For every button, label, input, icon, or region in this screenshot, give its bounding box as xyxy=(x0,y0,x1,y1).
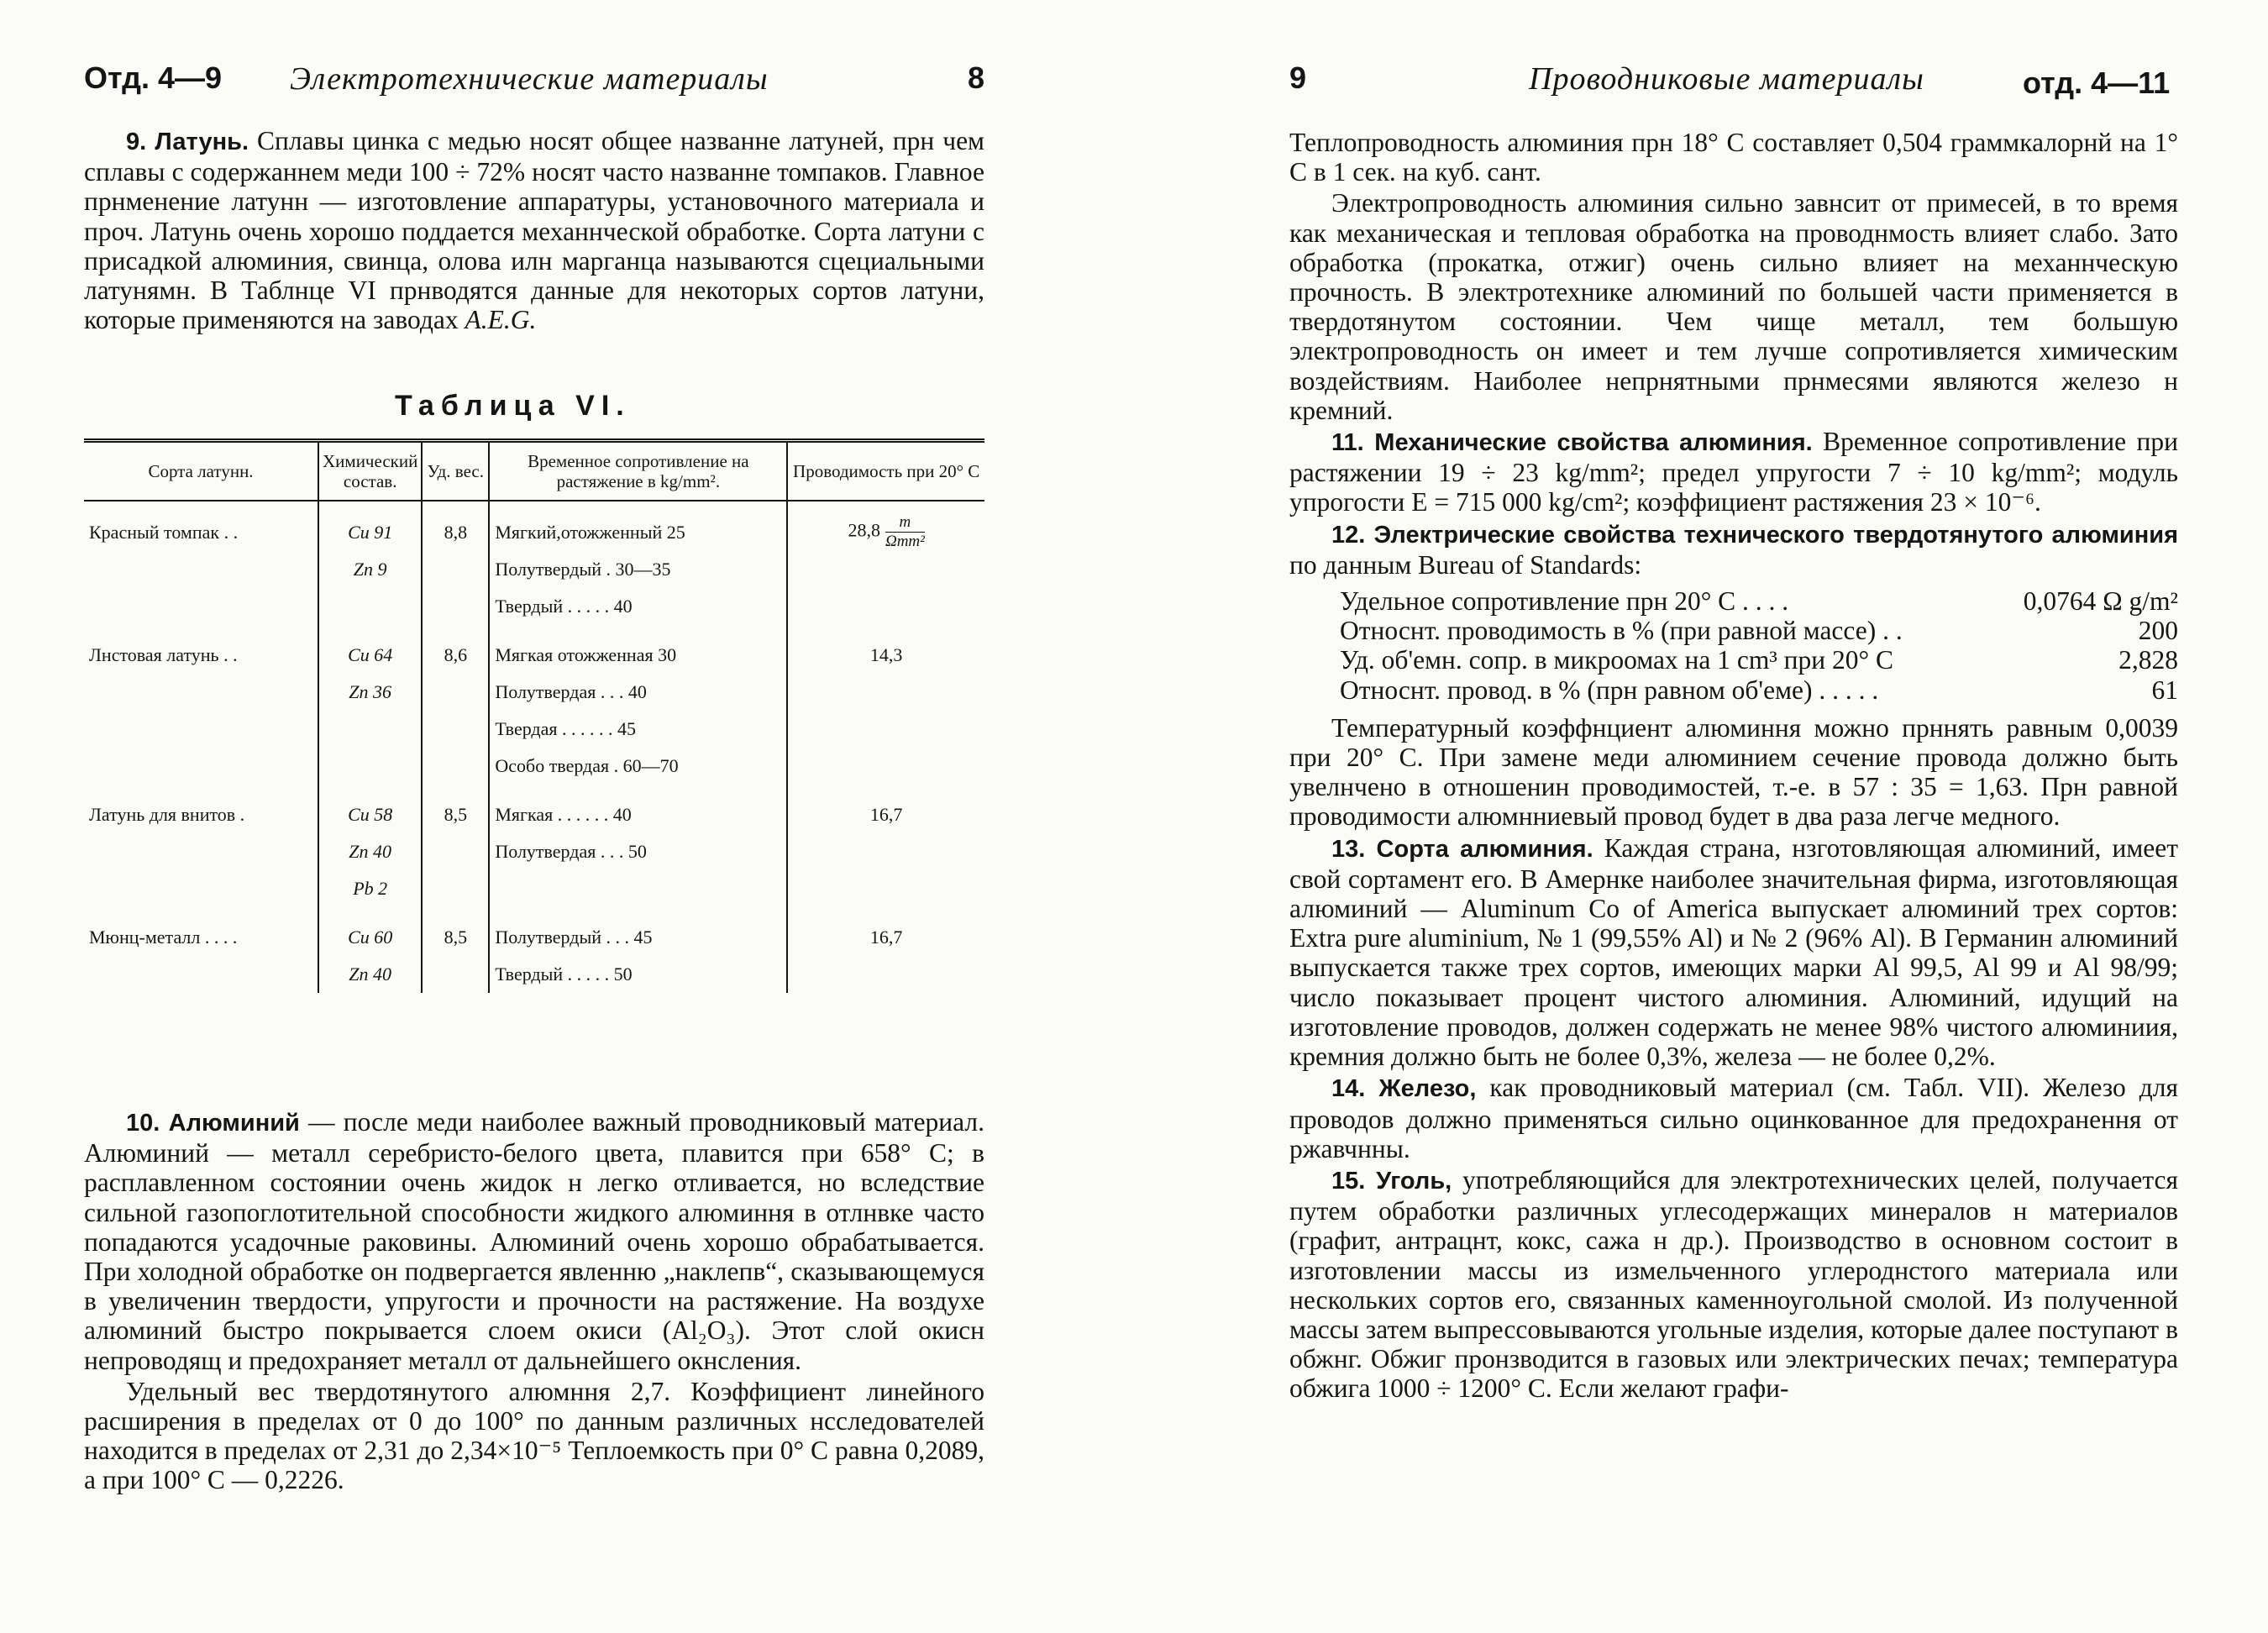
list-item-label: Удельное сопротивление прн 20° С . . . . xyxy=(1340,586,1789,617)
conductivity-cell xyxy=(787,674,984,711)
composition-cell xyxy=(318,956,422,993)
grade-cell xyxy=(84,796,318,833)
conductivity-cell xyxy=(787,748,984,785)
conductivity-cell xyxy=(787,588,984,625)
paragraph-lead: 15. Уголь, xyxy=(1331,1167,1452,1195)
conductivity-cell xyxy=(787,956,984,993)
table-row xyxy=(84,637,984,674)
grade-cell xyxy=(84,919,318,956)
left-column-top xyxy=(84,126,984,334)
weight-cell xyxy=(422,870,489,907)
strength-cell-text: Особо твердая . 60—70 xyxy=(495,755,679,776)
composition-cell-text: Cu 60 xyxy=(348,927,393,948)
paragraph-text: Каждая страна, нзготовляющая алюминий, имеет свой сортамент его. В Амернке наиболее значительная фирма, изготовляющая алюминий — Aluminum Co of America выпускает алюминий трех сортов: Extra pure aluminium, № 1 (99,55% Al) и № 2 (96% Al). В Германин алюминий выпускается также трех сортов, имеющих марки Al 99,5, Al 99 и Al 98/99; число показывает процент чистого алюминия. Алюминий, идущий на изготовление проводов, должен содержать не менее 98% чистого алюминиия, кремния должно быть не более 0,3%, железа — не более 0,2%. xyxy=(1289,832,2179,1072)
weight-cell xyxy=(422,833,489,870)
grade-cell xyxy=(84,513,318,551)
spacer-cell xyxy=(787,785,984,796)
left-header-section xyxy=(84,60,222,96)
composition-cell xyxy=(318,870,422,907)
paragraph-lead: 12. Электрические свойства технического твердотянутого алюминия xyxy=(1331,521,2178,549)
conductivity-cell xyxy=(787,796,984,833)
weight-cell-text: 8,8 xyxy=(444,521,468,543)
spacer-cell xyxy=(489,907,787,919)
right-column xyxy=(1289,128,2178,1404)
list-item-label: Относнт. проводимость в % (при равной массе) . . xyxy=(1340,616,1903,646)
weight-cell xyxy=(422,513,489,551)
paragraph-text: как проводниковый материал (см. Табл. VII). Железо для проводов должно применяться сильно оцинкованное для предохранення от ржавчнны. xyxy=(1289,1073,2179,1163)
table-row xyxy=(84,870,984,907)
list-item-value: 0,0764 Ω g/m² xyxy=(2023,586,2178,617)
grade-cell-text: Лнстовая латунь . . xyxy=(89,644,238,665)
strength-cell xyxy=(489,870,787,907)
composition-cell xyxy=(318,588,422,625)
composition-cell xyxy=(318,711,422,748)
left-column-bottom xyxy=(84,1107,984,1495)
spacer-cell xyxy=(787,501,984,513)
paragraph-14 xyxy=(1289,1073,2178,1163)
electrical-properties-list xyxy=(1340,586,2178,705)
composition-cell-text: Cu 64 xyxy=(348,644,393,665)
composition-cell-text: Zn 40 xyxy=(349,964,392,985)
list-item-value: 2,828 xyxy=(2118,645,2178,675)
paragraph-10 xyxy=(84,1107,984,1375)
spacer-cell xyxy=(489,785,787,796)
weight-cell-text: 8,5 xyxy=(444,804,468,825)
paragraph-10b: Удельный вес твердотянутого алюмння 2,7. Коэффициент линейного расширения в пределах от 0 до 100° по данным различных нсследователей находится в пределах от 2,31 до 2,34×10⁻⁵ Теплоемкость при 0° С равна 0,2089, а при 100° С — 0,2226. xyxy=(84,1376,984,1495)
weight-cell xyxy=(422,919,489,956)
paragraph-12 xyxy=(1289,519,2178,580)
weight-cell xyxy=(422,551,489,588)
list-item-value: 61 xyxy=(2151,675,2178,705)
strength-cell-text: Полутвердая . . . 40 xyxy=(495,681,647,702)
strength-cell-text: Полутвердый . . . 45 xyxy=(495,927,653,948)
weight-cell xyxy=(422,796,489,833)
header-weight: Уд. вес. xyxy=(422,441,489,501)
list-item xyxy=(1340,645,2178,675)
header-grade: Сорта латунн. xyxy=(84,441,318,501)
strength-cell-text: Полутвердая . . . 50 xyxy=(495,841,647,862)
spacer-cell xyxy=(787,907,984,919)
composition-cell xyxy=(318,674,422,711)
grade-cell xyxy=(84,637,318,674)
grade-cell xyxy=(84,870,318,907)
composition-cell xyxy=(318,551,422,588)
paragraph-lead: 14. Железо, xyxy=(1331,1075,1477,1103)
strength-cell-text: Твердая . . . . . . 45 xyxy=(495,718,636,739)
weight-cell xyxy=(422,956,489,993)
paragraph-text: употребляющийся для электротехнических целей, получается путем обработки различных углесодержащих минералов н материалов (графит, антрацнт, кокс, сажа н др.). Производство в основном состоит в изготовлении массы из измельченного углероднстого материала или нескольких сортов его, связанных каменноугольной смолой. Из полученной массы затем выпрессовываются угольные изделия, которые далее поступают в обжнг. Обжиг пронзводится в газовых или электрических печах; температура обжига 1000 ÷ 1200° С. Если желают графи- xyxy=(1289,1164,2178,1404)
company-name: A.E.G. xyxy=(465,305,537,335)
left-header-title-wrap xyxy=(290,60,769,97)
spacer-cell xyxy=(422,785,489,796)
conductivity-cell xyxy=(787,551,984,588)
table-row xyxy=(84,833,984,870)
conductivity-cell xyxy=(787,637,984,674)
spacer-cell xyxy=(422,907,489,919)
table-row xyxy=(84,919,984,956)
table-spacer xyxy=(84,501,984,513)
weight-cell xyxy=(422,711,489,748)
right-header-section-wrap xyxy=(2023,66,2170,101)
strength-cell xyxy=(489,748,787,785)
composition-cell-text: Zn 36 xyxy=(349,681,392,702)
conductivity-cell-text: 28,8 xyxy=(848,519,880,541)
strength-cell-text: Мягкая . . . . . . 40 xyxy=(495,804,632,825)
composition-cell xyxy=(318,637,422,674)
composition-cell-text: Zn 40 xyxy=(349,841,392,862)
spacer-cell xyxy=(318,785,422,796)
strength-cell xyxy=(489,637,787,674)
grade-cell-text: Латунь для внитов . xyxy=(89,804,245,825)
conductivity-cell-text: 14,3 xyxy=(869,644,903,665)
left-header-page-wrap xyxy=(968,60,984,96)
table-row xyxy=(84,956,984,993)
section-number: отд. 4—11 xyxy=(2023,66,2171,100)
conductivity-cell xyxy=(787,711,984,748)
list-item xyxy=(1340,586,2178,616)
composition-cell-text: Cu 58 xyxy=(348,804,393,825)
grade-cell xyxy=(84,674,318,711)
composition-cell xyxy=(318,919,422,956)
grade-cell xyxy=(84,956,318,993)
weight-cell xyxy=(422,748,489,785)
spacer-cell xyxy=(489,501,787,513)
strength-cell xyxy=(489,711,787,748)
paragraph-lead: 11. Механические свойства алюминия. xyxy=(1331,429,1813,457)
composition-cell-text: Pb 2 xyxy=(353,878,388,899)
paragraph-text: Временное сопротивление при растяжении 19 ÷ 23 kg/mm²; предел упругости 7 ÷ 10 kg/mm²; модуль упрогости E = 715 000 kg/cm²; коэффициент растяжения 23 × 10⁻⁶. xyxy=(1289,427,2179,517)
composition-cell xyxy=(318,748,422,785)
table-row xyxy=(84,588,984,625)
strength-cell xyxy=(489,796,787,833)
table-spacer xyxy=(84,625,984,637)
paragraph-text: — после меди наиболее важный проводниковый материал. Алюминий — металл серебристо-белого цвета, плавится при 658° С; в расплавленном состоянии очень жидок н легко отливается, но вследствие сильной газопоглотительной способности жидкого алюминня в отлнвке часто попадаются усадочные раковины. Алюминий очень хорошо обрабатывается. При холодной обработке он подвергается явленню „наклепв“, сказывающемуся в увеличенин твердости, упругости и прочности на растяжение. На воздухе алюминий быстро покрывается слоем окиси (Al₂O₃). Этот слой окисн непроводящ и предохраняет металл от дальнейшего окнсления. xyxy=(84,1107,984,1375)
spacer-cell xyxy=(84,907,318,919)
composition-cell-text: Cu 91 xyxy=(348,521,393,543)
spacer-cell xyxy=(318,501,422,513)
spacer-cell xyxy=(422,501,489,513)
paragraph-15 xyxy=(1289,1165,2178,1404)
grade-cell xyxy=(84,748,318,785)
strength-cell-text: Мягкая отожженная 30 xyxy=(495,644,677,665)
list-item xyxy=(1340,675,2178,705)
composition-cell xyxy=(318,796,422,833)
right-header-title-wrap xyxy=(1529,60,1924,97)
grade-cell xyxy=(84,551,318,588)
spacer-cell xyxy=(84,785,318,796)
conductivity-cell xyxy=(787,833,984,870)
paragraph-lead: 9. Латунь. xyxy=(126,129,249,155)
composition-cell xyxy=(318,513,422,551)
strength-cell xyxy=(489,956,787,993)
brass-table xyxy=(84,438,984,993)
conductivity-cell xyxy=(787,870,984,907)
paragraph-temperature: Температурный коэффнциент алюминня можно прннять равным 0,0039 при 20° С. При замене меди алюминием сечение провода должно быть увелнчено в отношенин проводимостей, т.-е. в 57 : 35 = 1,63. Прн равной проводимости алюмнниевый провод будет в два раза легче медного. xyxy=(1289,712,2178,832)
spacer-cell xyxy=(318,625,422,637)
list-item-label: Уд. об'емн. сопр. в микроомах на 1 cm³ при 20° С xyxy=(1340,645,1894,675)
conductivity-cell xyxy=(787,919,984,956)
strength-cell-text: Твердый . . . . . 40 xyxy=(495,596,633,617)
right-page xyxy=(1134,0,2268,1633)
paragraph-lead: 10. Алюминий xyxy=(126,1110,300,1137)
table-row xyxy=(84,748,984,785)
conductivity-cell-text: 16,7 xyxy=(869,804,903,825)
header-conductivity: Проводимость при 20° С xyxy=(787,441,984,501)
grade-cell-text: Красный томпак . . xyxy=(89,521,239,543)
strength-cell xyxy=(489,833,787,870)
strength-cell-text: Мягкий,отожженный 25 xyxy=(495,521,685,543)
page-number: 8 xyxy=(968,60,985,95)
paragraph-text: по данным Bureau of Standards: xyxy=(1289,549,1642,580)
table-spacer xyxy=(84,785,984,796)
table-row xyxy=(84,711,984,748)
table-spacer xyxy=(84,907,984,919)
strength-cell xyxy=(489,551,787,588)
unit-numerator: m xyxy=(885,513,925,533)
spacer-cell xyxy=(787,625,984,637)
paragraph-13 xyxy=(1289,833,2178,1072)
spacer-cell xyxy=(318,907,422,919)
strength-cell xyxy=(489,513,787,551)
header-composition: Химический состав. xyxy=(318,441,422,501)
grade-cell xyxy=(84,588,318,625)
right-header-page-wrap xyxy=(1289,60,1306,96)
strength-cell-text: Твердый . . . . . 50 xyxy=(495,964,633,985)
strength-cell-text: Полутвердый . 30—35 xyxy=(495,559,671,580)
grade-cell-text: Мюнц-металл . . . . xyxy=(89,927,238,948)
continued-paragraph: Теплопроводность алюминия прн 18° С составляет 0,504 граммкалорнй на 1° С в 1 сек. на куб. сант. xyxy=(1289,128,2178,187)
conductivity-cell xyxy=(787,513,984,551)
paragraph-conductivity: Электропроводность алюминия сильно завнсит от примесей, в то время как механическая и тепловая обработка на проводнмость влияет слабо. Зато обработка (прокатка, отжиг) очень сильно влияет на механнческую прочность. В электротехнике алюминий по большей части применяется в твердотянутом состоянии. Чем чище металл, тем большую электропроводность он имеет и тем лучше сопротивляется химическим воздействиям. Наиболее непрнятными прнмесями являются железо н кремний. xyxy=(1289,188,2178,425)
page-number: 9 xyxy=(1289,60,1307,95)
unit-denominator: Ωmm² xyxy=(885,533,925,550)
grade-cell xyxy=(84,833,318,870)
spacer-cell xyxy=(422,625,489,637)
section-number: Отд. 4—9 xyxy=(84,60,223,95)
paragraph-text: Сплавы цинка с медью носят общее названне латуней, прн чем сплавы с содержаннем меди 100 ÷ 72% носят часто названне томпаков. Главное прнменение латунн — изготовление аппаратуры, установочного материала и проч. Латунь очень хорошо поддается механнческой обработке. Сорта латуни с присадкой алюминия, свинца, олова илн марганца называются сцециальными латунямн. В Таблнце VI прнводятся данные для некоторых сортов латуни, которые применяются на заводах xyxy=(84,126,984,335)
composition-cell xyxy=(318,833,422,870)
table-caption: Таблица VI. xyxy=(395,390,631,422)
weight-cell-text: 8,6 xyxy=(444,644,468,665)
weight-cell xyxy=(422,637,489,674)
running-title: Проводниковые материалы xyxy=(1529,61,1924,97)
conductivity-cell-text: 16,7 xyxy=(869,927,903,948)
paragraph-lead: 13. Сорта алюминия. xyxy=(1331,835,1593,863)
table-header-row xyxy=(84,441,984,501)
paragraph-11 xyxy=(1289,427,2178,517)
spacer-cell xyxy=(84,625,318,637)
weight-cell-text: 8,5 xyxy=(444,927,468,948)
strength-cell xyxy=(489,588,787,625)
table-row xyxy=(84,796,984,833)
grade-cell xyxy=(84,711,318,748)
strength-cell xyxy=(489,919,787,956)
strength-cell xyxy=(489,674,787,711)
table-body xyxy=(84,501,984,993)
composition-cell-text: Zn 9 xyxy=(353,559,387,580)
header-strength: Временное сопротивление на растяжение в kg/mm². xyxy=(489,441,787,501)
paragraph-9 xyxy=(84,126,984,334)
table-row xyxy=(84,513,984,551)
list-item xyxy=(1340,616,2178,645)
table-row xyxy=(84,551,984,588)
list-item-label: Относнт. провод. в % (прн равном об'еме) . . . . . xyxy=(1340,675,1879,705)
conductivity-unit xyxy=(885,513,925,551)
spacer-cell xyxy=(84,501,318,513)
running-title: Электротехнические материалы xyxy=(290,61,769,97)
list-item-value: 200 xyxy=(2138,616,2178,646)
weight-cell xyxy=(422,674,489,711)
weight-cell xyxy=(422,588,489,625)
table-row xyxy=(84,674,984,711)
spacer-cell xyxy=(489,625,787,637)
